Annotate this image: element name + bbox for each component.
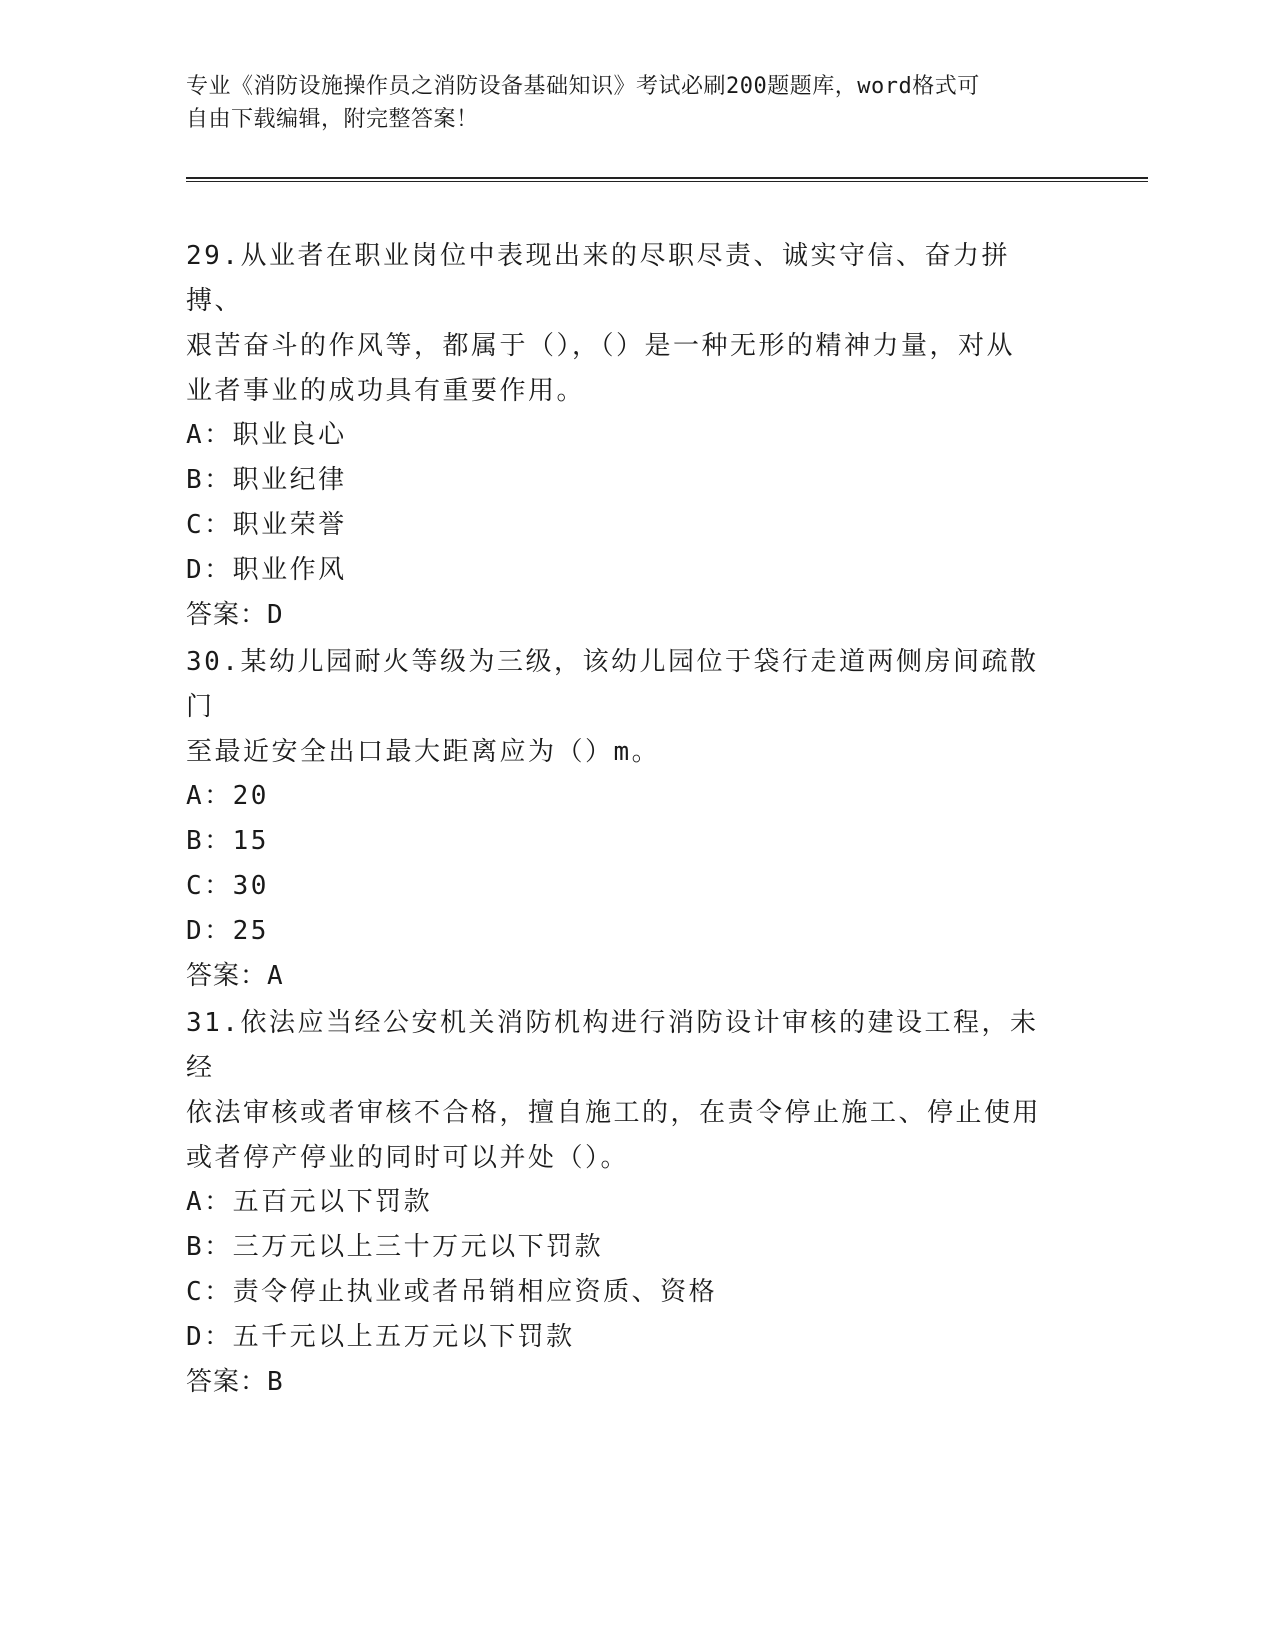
stem-line: 至最近安全出口最大距离应为（）m。: [186, 737, 661, 767]
option-b: B：三万元以上三十万元以下罚款: [186, 1232, 604, 1262]
stem-line: 30.某幼儿园耐火等级为三级，该幼儿园位于袋行走道两侧房间疏散门: [186, 647, 1039, 722]
option-b: B：15: [186, 826, 269, 856]
question-30: [186, 640, 1066, 999]
stem-line: 艰苦奋斗的作风等，都属于（），（）是一种无形的精神力量，对从: [186, 331, 1016, 361]
option-c: C：责令停止执业或者吊销相应资质、资格: [186, 1277, 718, 1307]
option-d: D：25: [186, 916, 269, 946]
stem-line: 29.从业者在职业岗位中表现出来的尽职尽责、诚实守信、奋力拼搏、: [186, 241, 1010, 316]
header-line-2: 自由下载编辑，附完整答案！: [186, 107, 479, 132]
stem-line: 或者停产停业的同时可以并处（）。: [186, 1143, 630, 1173]
option-a: A：五百元以下罚款: [186, 1187, 433, 1217]
option-a: A：20: [186, 781, 269, 811]
stem-line: 31.依法应当经公安机关消防机构进行消防设计审核的建设工程，未经: [186, 1008, 1039, 1083]
document-header: [186, 70, 1086, 136]
question-stem: [186, 640, 1066, 775]
option-b: B：职业纪律: [186, 465, 347, 495]
answer: 答案：D: [186, 600, 284, 630]
option-d: D：职业作风: [186, 555, 347, 585]
stem-line: 依法审核或者审核不合格，擅自施工的，在责令停止施工、停止使用: [186, 1098, 1042, 1128]
stem-line: 业者事业的成功具有重要作用。: [186, 376, 586, 406]
question-29: [186, 234, 1066, 638]
answer: 答案：A: [186, 961, 284, 991]
header-line-1: 专业《消防设施操作员之消防设备基础知识》考试必刷200题题库，word格式可: [186, 74, 980, 99]
option-c: C：30: [186, 871, 269, 901]
question-31: [186, 1001, 1066, 1405]
option-c: C：职业荣誉: [186, 510, 347, 540]
option-a: A：职业良心: [186, 420, 347, 450]
question-stem: [186, 1001, 1066, 1181]
question-stem: [186, 234, 1066, 414]
answer: 答案：B: [186, 1367, 284, 1397]
header-divider: [186, 177, 1148, 182]
option-d: D：五千元以上五万元以下罚款: [186, 1322, 575, 1352]
